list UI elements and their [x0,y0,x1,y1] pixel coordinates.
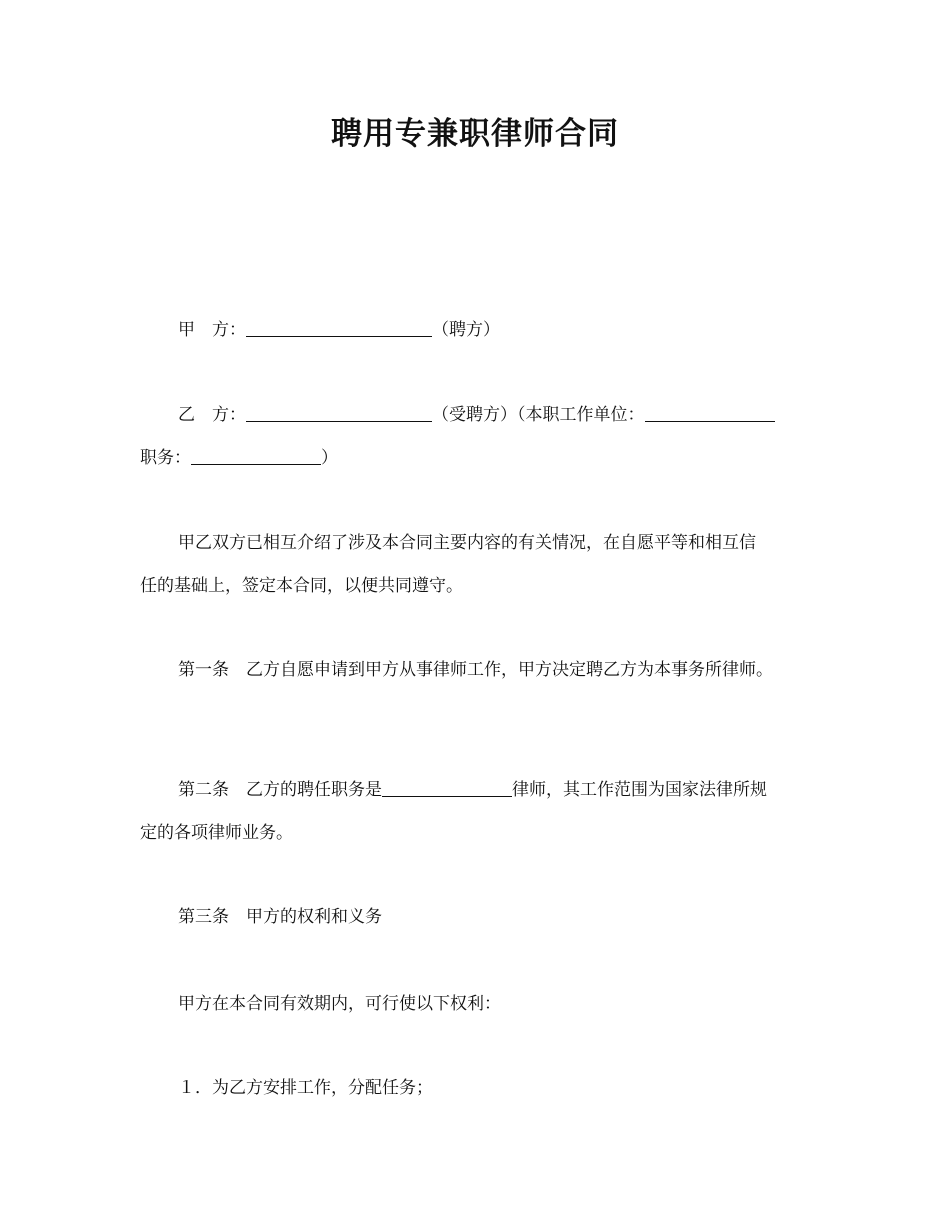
article-1-text: 乙方自愿申请到甲方从事律师工作，甲方决定聘乙方为本事务所律师。 [246,660,773,680]
rights-item-1: １．为乙方安排工作，分配任务； [178,1078,433,1098]
party-a-blank [246,318,432,337]
party-b-label: 乙 [178,405,195,425]
article-1 [178,658,773,682]
party-b-close: ） [321,448,338,468]
intro-line-2: 任的基础上，签定本合同，以便共同遵守。 [140,576,463,596]
party-b-position-label: 职务： [140,448,191,468]
party-b-employer-blank [645,403,775,422]
party-b-blank [246,403,432,422]
party-a-line [178,318,500,342]
article-3-heading: 第三条 [178,907,229,927]
party-b-line [178,403,775,427]
party-b-line-2 [140,446,338,470]
article-1-heading: 第一条 [178,660,229,680]
article-2-line-1 [178,778,767,802]
party-b-label-suffix: 方： [212,405,246,425]
party-a-label-suffix: 方： [212,320,246,340]
article-2-position-blank [382,778,512,797]
document-title: 聘用专兼职律师合同 [331,116,619,152]
intro-line-1: 甲乙双方已相互介绍了涉及本合同主要内容的有关情况，在自愿平等和相互信 [178,533,756,553]
party-a-label: 甲 [178,320,195,340]
party-a-role: （聘方） [432,320,500,340]
article-2-heading: 第二条 [178,780,229,800]
article-2-text-after: 律师，其工作范围为国家法律所规 [512,780,767,800]
rights-intro: 甲方在本合同有效期内，可行使以下权利： [178,994,501,1014]
article-3-text: 甲方的权利和义务 [246,907,382,927]
article-3 [178,905,382,929]
party-b-position-blank [191,446,321,465]
party-b-role: （受聘方）（本职工作单位： [432,405,645,425]
article-2-line-2: 定的各项律师业务。 [140,823,293,843]
article-2-text-before: 乙方的聘任职务是 [246,780,382,800]
